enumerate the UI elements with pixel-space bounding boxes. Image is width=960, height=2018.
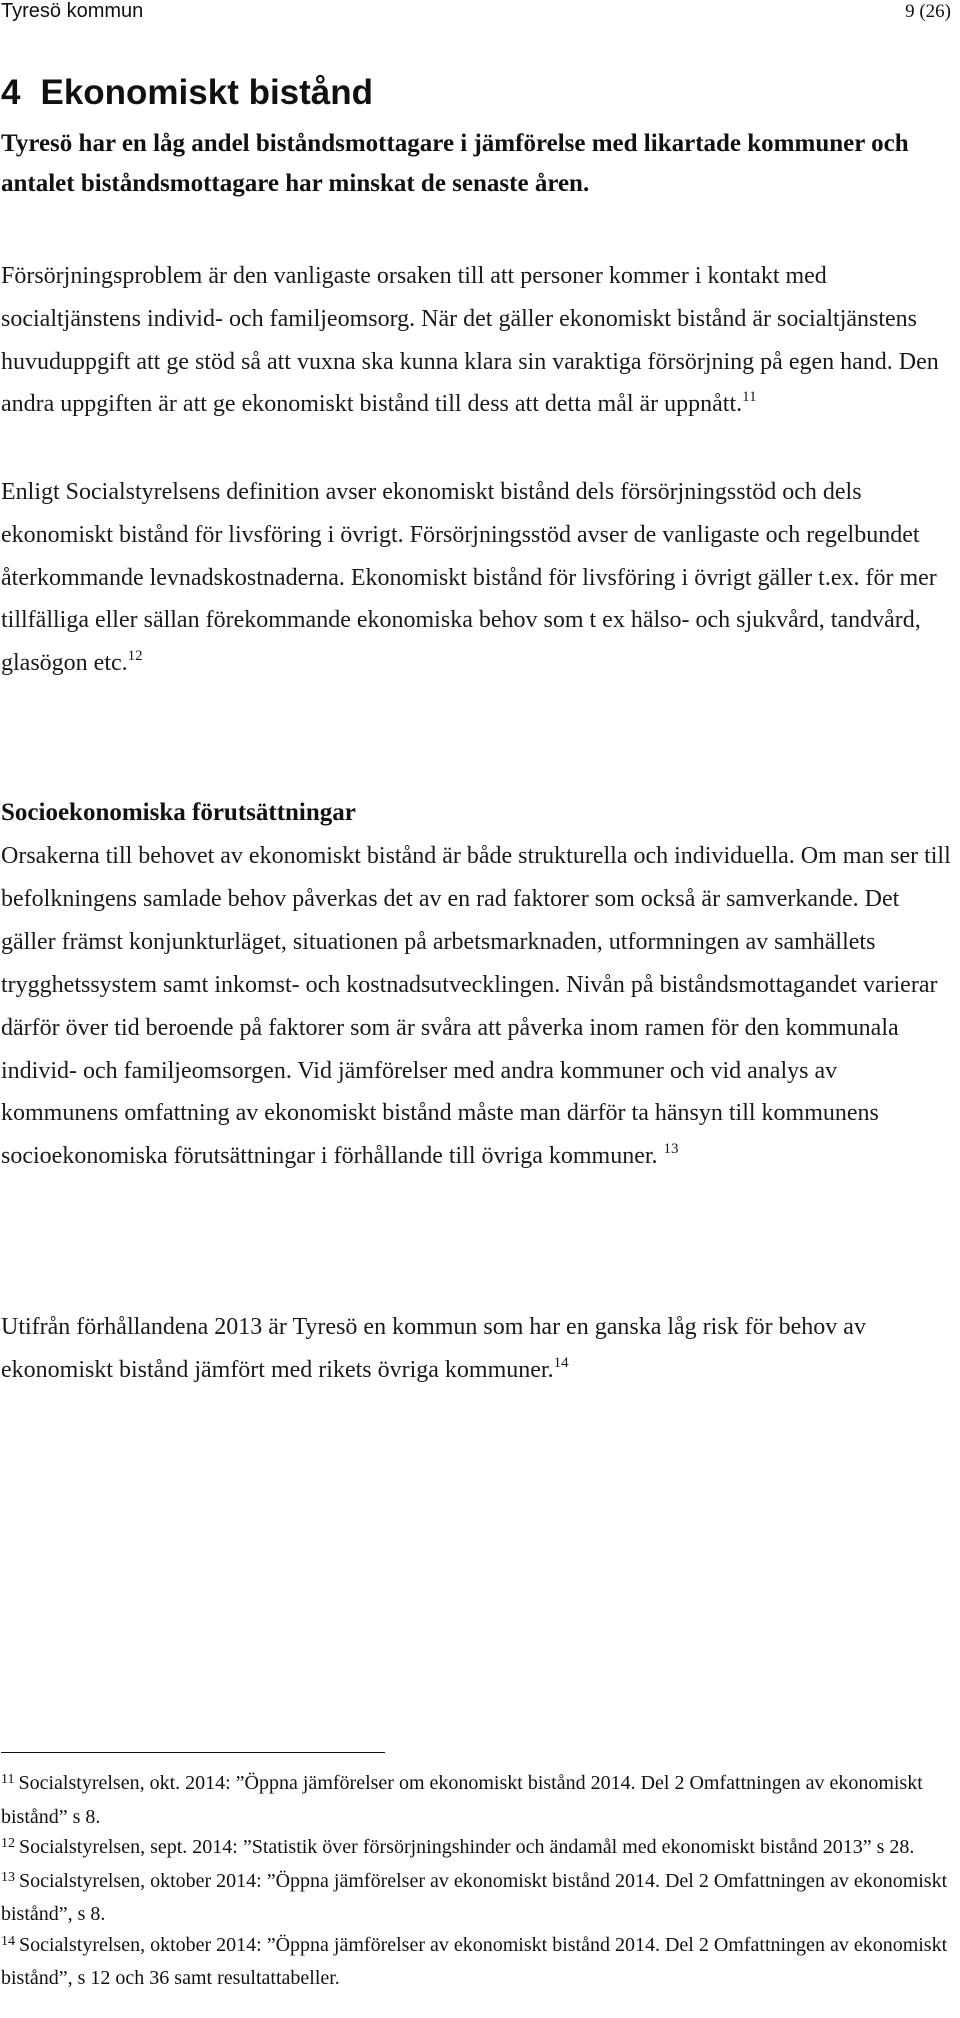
paragraph [1,1306,956,1395]
footnote-reference[interactable]: 11 [742,389,757,406]
footnote-text: Socialstyrelsen, oktober 2014: ”Öppna jämförelser av ekonomiskt bistånd 2014. Del 2 Omfattningen av ekonomiskt bistånd”, s 8. [1,1869,948,1925]
paragraph-text: Utifrån förhållandena 2013 är Tyresö en kommun som har en ganska låg risk för behov av ekonomiskt bistånd jämfört med rikets övriga kommuner. [1,1314,866,1383]
footnote [1,1768,956,1832]
chapter-title [1,72,373,114]
footnote [1,1930,956,1994]
chapter-number: 4 [1,73,21,112]
paragraph [1,835,956,1181]
footnote [1,1866,956,1930]
footnote-text: Socialstyrelsen, okt. 2014: ”Öppna jämförelser om ekonomiskt bistånd 2014. Del 2 Omfattningen av ekonomiskt bistånd” s 8. [1,1772,923,1828]
footnote-reference[interactable]: 13 [663,1141,679,1158]
paragraph [1,255,956,429]
footnote-reference[interactable]: 14 [553,1354,569,1371]
footnote-mark: 14 [1,1933,15,1949]
footnote-mark: 11 [1,1772,15,1787]
footnote-text: Socialstyrelsen, oktober 2014: ”Öppna jämförelser av ekonomiskt bistånd 2014. Del 2 Omfattningen av ekonomiskt bistånd”, s 12 och 36 samt resultattabeller. [1,1933,948,1989]
footnote-mark: 13 [1,1869,15,1885]
paragraph [1,471,956,688]
paragraph-text: Enligt Socialstyrelsens definition avser ekonomiskt bistånd dels försörjningsstöd och dels ekonomiskt bistånd för livsföring i övrigt. Försörjningsstöd avser de vanligaste och regelbundet återkommande levnadskostnaderna. Ekonomiskt bistånd för livsföring i övrigt gäller t.ex. för mer tillfälliga eller sällan förekommande ekonomiska behov som t ex hälso- och sjukvård, tandvård, glasögon etc. [1,479,937,677]
footnote-mark: 12 [1,1836,15,1851]
footnote-divider [1,1752,385,1753]
paragraph-text: Försörjningsproblem är den vanligaste orsaken till att personer kommer i kontakt med socialtjänstens individ- och familjeomsorg. När det gäller ekonomiskt bistånd är socialtjänstens huvuduppgift att ge stöd så att vuxna ska kunna klara sin varaktiga försörjning på egen hand. Den andra uppgiften är att ge ekonomiskt bistånd till dess att detta mål är uppnått. [1,263,939,418]
footnote-text: Socialstyrelsen, sept. 2014: ”Statistik över försörjningshinder och ändamål med ekonomiskt bistånd 2013” s 28. [19,1836,915,1858]
section-heading: Socioekonomiska förutsättningar [1,799,356,826]
footnotes [1,1768,956,1994]
footnote [1,1832,956,1866]
paragraph-text: Orsakerna till behovet av ekonomiskt bistånd är både strukturella och individuella. Om man ser till befolkningens samlade behov påverkas det av en rad faktorer som också är samverkande. Det gäller främst konjunkturläget, situationen på arbetsmarknaden, utformningen av samhällets trygghetssystem samt inkomst- och kostnadsutvecklingen. Nivån på biståndsmottagandet varierar därför över tid beroende på faktorer som är svåra att påverka inom ramen för den kommunala individ- och familjeomsorgen. Vid jämförelser med andra kommuner och vid analys av kommunens omfattning av ekonomiskt bistånd måste man därför ta hänsyn till kommunens socioekonomiska förutsättningar i förhållande till övriga kommuner. [1,843,951,1170]
footnote-reference[interactable]: 12 [127,648,143,665]
chapter-title-text: Ekonomiskt bistånd [40,73,374,112]
header-page-number: 9 (26) [905,1,951,22]
lead-paragraph: Tyresö har en låg andel biståndsmottagare i jämförelse med likartade kommuner och antalet biståndsmottagare har minskat de senaste åren. [1,130,909,197]
header-organization: Tyresö kommun [1,0,144,22]
